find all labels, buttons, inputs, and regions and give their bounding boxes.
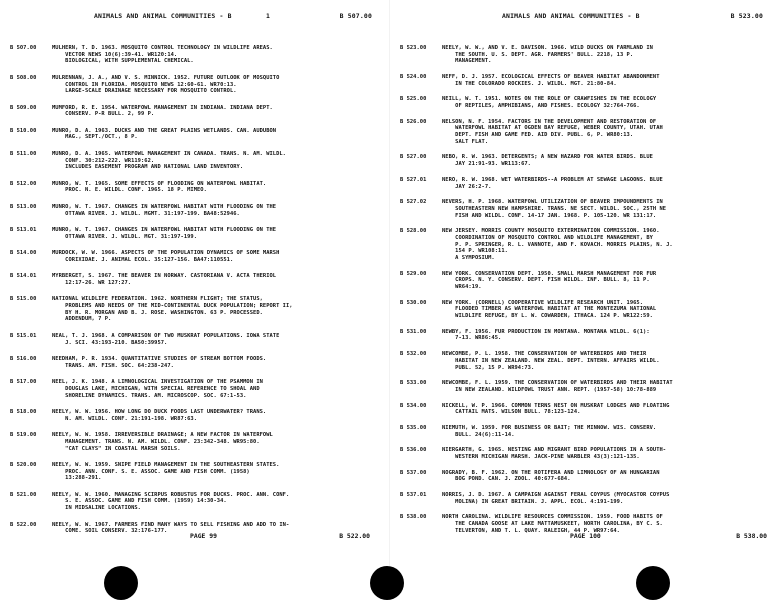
entry-code: B 538.00 — [400, 514, 427, 521]
entry-code: B 515.01 — [10, 332, 37, 339]
bibliography-entry — [400, 74, 771, 87]
entry-code: B 519.00 — [10, 432, 37, 439]
page-number: PAGE 100 — [570, 532, 601, 540]
entry-code: B 524.00 — [400, 74, 427, 81]
entry-citation: NEW YORK. (CORNELL) COOPERATIVE WILDLIFE RESEARCH UNIT. 1965. FLOODED TIMBER AS WATERFOWL HABITAT AT THE MONTEZUMA NATIONAL WILDLIFE REFUGE, BY L. W. COWARDEN, ITHACA. 124 P. WR122:59. — [442, 299, 657, 320]
right-page — [390, 0, 779, 600]
entry-citation: NIERGARTH, G. 1965. NESTING AND MIGRANT BIRD POPULATIONS IN A SOUTH- WESTERN MICHIGAN MARSH. JACK-PINE WARBLER 43(3):121-135. — [442, 447, 667, 460]
entry-code: B 530.00 — [400, 299, 427, 306]
entry-citation: NEELY, W. W. 1960. MANAGING SCIRPUS ROBUSTUS FOR DUCKS. PROC. ANN. CONF. S. E. ASSOC. GAME AND FISH COMM. (1959) 14:30-34. IN MIDSALINE LOCATIONS. — [52, 491, 290, 512]
entry-code: B 536.00 — [400, 447, 427, 454]
bibliography-entry — [10, 492, 382, 512]
bibliography-entry — [400, 351, 771, 371]
bibliography-entry — [10, 273, 382, 286]
entry-citation: NELSON, N. F. 1954. FACTORS IN THE DEVELOPMENT AND RESTORATION OF WATERFOWL HABITAT AT OGDEN BAY REFUGE, WEBER COUNTY, UTAH. UTAH DEPT. FISH AND GAME FED. AID DIV. PUBL. 6, P. WR80:13. SALT FLAT. — [442, 118, 663, 145]
entry-code: B 522.00 — [10, 521, 37, 528]
entry-citation: NEAL, T. J. 1968. A COMPARISON OF TWO MUSKRAT POPULATIONS. IOWA STATE J. SCI. 43:193-210. BA50:39957. — [52, 332, 280, 346]
bibliography-entry — [10, 409, 382, 422]
bibliography-entry — [10, 356, 382, 369]
entry-code: B 527.00 — [400, 154, 427, 161]
entry-code: B 523.00 — [400, 45, 427, 51]
entry-citation: NEVERS, H. P. 1968. WATERFOWL UTILIZATION OF BEAVER IMPOUNDMENTS IN SOUTHEASTERN NEW HAMPSHIRE. TRANS. NE SECT. WILDL. SOC., 25TH NE FISH AND WILDL. CONF. 14-17 JAN. 1968. P. 105-120. WR 131:17. — [442, 199, 667, 219]
bibliography-entry — [400, 119, 771, 146]
entry-citation: NEELY, W. W. 1959. SNIPE FIELD MANAGEMENT IN THE SOUTHEASTERN STATES. PROC. ANN. CONF. S. E. ASSOC. GAME AND FISH COMM. (1958) 13:288-291. — [52, 461, 280, 482]
bibliography-entry — [400, 447, 771, 460]
entry-citation: MUMFORD, R. E. 1954. WATERFOWL MANAGEMENT IN INDIANA. INDIANA DEPT. CONSERV. P-R BULL. 2, 99 P. — [52, 104, 273, 118]
entry-citation: MUNRO, W. T. 1965. SOME EFFECTS OF FLOODING ON WATERFOWL HABITAT. PROC. N. E. WILDL. CONF. 1965. 18 P. MIMEO. — [52, 180, 267, 194]
bibliography-entry — [400, 329, 771, 342]
entry-code: B 514.01 — [10, 273, 37, 280]
entry-code: B 512.00 — [10, 180, 37, 187]
bibliography-entry — [10, 462, 382, 482]
entry-code: B 533.00 — [400, 380, 427, 387]
entry-code: B 516.00 — [10, 356, 37, 363]
entry-code: B 518.00 — [10, 408, 37, 415]
entry-citation: MUNRO, D. A. 1963. DUCKS AND THE GREAT PLAINS WETLANDS. CAN. AUDUBON MAG., SEPT./OCT., 8 P. — [52, 127, 277, 141]
entry-citation: NEILL, W. T. 1951. NOTES ON THE ROLE OF CRAWFISHES IN THE ECOLOGY OF REPTILES, AMPHIBIANS, AND FISHES. ECOLOGY 32:764-766. — [442, 96, 657, 110]
entry-citation: NEELY, W. W. 1967. FARMERS FIND MANY WAYS TO SELL FISHING AND ADD TO IN- COME. SOIL CONSERV. 32:176-177. — [52, 521, 290, 535]
bibliography-entry — [400, 96, 771, 109]
entry-citation: NEEDHAM, P. R. 1934. QUANTITATIVE STUDIES OF STREAM BOTTOM FOODS. TRANS. AM. FISH. SOC. 64:238-247. — [52, 356, 267, 369]
entry-code: B 527.01 — [400, 176, 427, 183]
running-title: ANIMALS AND ANIMAL COMMUNITIES - B — [94, 12, 232, 20]
entry-citation: NEELY, W. W., AND V. E. DAVISON. 1966. WILD DUCKS ON FARMLAND IN THE SOUTH. U. S. DEPT. AGR. FARMERS' BULL. 2218, 13 P. MANAGEMENT. — [442, 45, 653, 65]
header-code: B 523.00 — [730, 12, 763, 20]
entry-citation: NEFF, D. J. 1957. ECOLOGICAL EFFECTS OF BEAVER HABITAT ABANDONMENT IN THE COLORADO ROCKIES. J. WILDL. MGT. 21:80-84. — [442, 74, 660, 87]
entry-code: B 531.00 — [400, 328, 427, 335]
entry-code: B 525.00 — [400, 96, 427, 103]
bibliography-entry — [10, 296, 382, 323]
bibliography-entry — [10, 204, 382, 217]
entry-code: B 513.01 — [10, 226, 37, 233]
entry-code: B 537.00 — [400, 469, 427, 476]
entry-citation: NEWCOMBE, P. L. 1958. THE CONSERVATION OF WATERBIRDS AND THEIR HABITAT IN NEW ZEALAND. NEW ZEAL. DEPT. INTERN. AFFAIRS WILDL. PUBL. 52, 15 P. WR94:73. — [442, 351, 660, 371]
bibliography-entry — [400, 199, 771, 219]
bibliography-entry — [10, 250, 382, 263]
entry-citation: NERO, R. W. 1968. WET WATERBIRDS--A PROBLEM AT SEWAGE LAGOONS. BLUE JAY 26:2-7. — [442, 176, 663, 190]
entry-code: B 526.00 — [400, 118, 427, 125]
entry-code: B 529.00 — [400, 270, 427, 277]
bibliography-entry — [10, 75, 382, 95]
entry-code: B 507.00 — [10, 45, 37, 51]
punch-hole — [104, 566, 138, 600]
bibliography-entry — [400, 470, 771, 483]
bibliography-entry — [400, 403, 771, 416]
entry-code: B 510.00 — [10, 127, 37, 134]
entry-citation: MUNRO, W. T. 1967. CHANGES IN WATERFOWL HABITAT WITH FLOODING ON THE OTTAWA RIVER. J. WILDL. MGT. 31:197-199. — [52, 226, 277, 240]
entry-code: B 513.00 — [10, 203, 37, 210]
bibliography-entry — [400, 45, 771, 65]
entry-citation: NEW JERSEY. MORRIS COUNTY MOSQUITO EXTERMINATION COMMISSION. 1960. COORDINATION OF MOSQUITO CONTROL AND WILDLIFE MANAGEMENT, BY P. P. SPRINGER, R. L. VANNOTE, AND F. KOVACH. MORRIS PLAINS, N. J. 154 P. WR108:11. A SYMPOSIUM. — [442, 228, 673, 262]
entry-code: B 521.00 — [10, 491, 37, 498]
page-number: PAGE 99 — [190, 532, 217, 540]
entry-citation: MYRBERGET, S. 1967. THE BEAVER IN NORWAY. CASTORIANA V. ACTA THERIOL 12:17-26. WR 127:27. — [52, 273, 277, 286]
right-entry-list — [400, 45, 771, 534]
entry-code: B 511.00 — [10, 150, 37, 157]
entry-citation: NORTH CAROLINA. WILDLIFE RESOURCES COMMISSION. 1959. FOOD HABITS OF THE CANADA GOOSE AT LAKE MATTAMUSKEET, NORTH CAROLINA, BY C. S. TELVERTON, AND T. L. QUAY. RALEIGH, 44 P. WR97:64. — [442, 514, 663, 534]
entry-code: B 527.02 — [400, 199, 427, 206]
entry-citation: NIEMUTH, W. 1959. FOR BUSINESS OR BAIT; THE MINNOW. WIS. CONSERV. BULL. 24(6):11-14. — [442, 424, 657, 438]
entry-code: B 514.00 — [10, 250, 37, 257]
entry-citation: NEW YORK. CONSERVATION DEPT. 1950. SMALL MARSH MANAGEMENT FOR FUR CROPS. N. Y. CONSERV. DEPT. FISH WILDL. INF. BULL. 8, 11 P. WR64:19. — [442, 270, 657, 291]
bibliography-entry — [400, 177, 771, 190]
entry-code: B 535.00 — [400, 424, 427, 431]
entry-code: B 517.00 — [10, 379, 37, 386]
entry-citation: NICKELL, W. P. 1966. COMMON TERNS NEST ON MUSKRAT LODGES AND FLOATING CATTAIL MATS. WILSON BULL. 78:123-124. — [442, 402, 670, 416]
entry-citation: MUNRO, D. A. 1965. WATERFOWL MANAGEMENT IN CANADA. TRANS. N. AM. WILDL. CONF. 30:212-222. WR119:62. INCLUDES EASEMENT PROGRAM AND NATIONAL LAND INVENTORY. — [52, 150, 286, 171]
bibliography-entry — [400, 492, 771, 505]
running-title: ANIMALS AND ANIMAL COMMUNITIES - B — [502, 12, 640, 20]
left-entry-list — [10, 45, 382, 535]
punch-hole — [636, 566, 670, 600]
entry-citation: MULRENNAN, J. A., AND V. S. MINNICK. 1952. FUTURE OUTLOOK OF MOSQUITO CONTROL IN FLORIDA. MOSQUITO NEWS 12:60-61. WR70:13. LARGE-SCALE DRAINAGE NECESSARY FOR MOSQUITO CONTROL. — [52, 74, 280, 95]
bibliography-entry — [400, 271, 771, 291]
bibliography-entry — [10, 227, 382, 240]
bibliography-entry — [400, 228, 771, 262]
entry-citation: MUNRO, W. T. 1967. CHANGES IN WATERFOWL HABITAT WITH FLOODING ON THE OTTAWA RIVER. J. WILDL. MGMT. 31:197-199. BA48:52946. — [52, 203, 277, 217]
bibliography-entry — [10, 45, 382, 65]
entry-citation: MULHERN, T. D. 1963. MOSQUITO CONTROL TECHNOLOGY IN WILDLIFE AREAS. VECTOR NEWS 10(6):39-41. WR120:14. BIOLOGICAL, WITH SUPPLEMENTAL CHEMICAL. — [52, 45, 273, 65]
entry-code: B 534.00 — [400, 402, 427, 409]
entry-code: B 520.00 — [10, 461, 37, 468]
bibliography-entry — [10, 379, 382, 399]
header-code: B 507.00 — [339, 12, 372, 20]
entry-citation: NEWBY, F. 1956. FUR PRODUCTION IN MONTANA. MONTANA WILDL. 6(1): 7-13. WR86:45. — [442, 328, 650, 342]
entry-code: B 528.00 — [400, 228, 427, 235]
header-mark: 1 — [266, 12, 271, 20]
bibliography-entry — [10, 105, 382, 118]
bibliography-entry — [10, 128, 382, 141]
footer-code: B 538.00 — [736, 532, 767, 540]
punch-hole — [370, 566, 404, 600]
bibliography-entry — [10, 333, 382, 346]
footer-code: B 522.00 — [339, 532, 370, 540]
entry-citation: NATIONAL WILDLIFE FEDERATION. 1962. NORTHERN FLIGHT; THE STATUS, PROBLEMS AND NEEDS OF THE MID-CONTINENTAL DUCK POPULATION; REPORT II, BY H. R. MORGAN AND B. J. ROSE. WASHINGTON. 63 P. PROCESSED. ADDENDUM, 7 P. — [52, 296, 293, 323]
bibliography-entry — [400, 425, 771, 438]
entry-citation: MURDOCK, W. W. 1966. ASPECTS OF THE POPULATION DYNAMICS OF SOME MARSH CORIXIDAE. J. ANIMAL ECOL. 35:127-156. BA47:110551. — [52, 250, 280, 263]
entry-citation: NEBO, R. W. 1963. DETERGENTS; A NEW HAZARD FOR WATER BIRDS. BLUE JAY 21:91-93. WR113:67. — [442, 154, 653, 168]
entry-citation: NEEL, J. K. 1948. A LIMNOLOGICAL INVESTIGATION OF THE PSAMMON IN DOUGLAS LAKE, MICHIGAN, WITH SPECIAL REFERENCE TO SHOAL AND SHORELINE DYNAMICS. TRANS. AM. MICROSCOP. SOC. 67:1-53. — [52, 379, 263, 399]
entry-code: B 532.00 — [400, 351, 427, 358]
entry-code: B 537.01 — [400, 491, 427, 498]
entry-citation: NOGRADY, B. F. 1962. ON THE ROTIFERA AND LIMNOLOGY OF AN HUNGARIAN BOG POND. CAN. J. ZOOL. 40:677-684. — [442, 469, 660, 483]
bibliography-entry — [400, 154, 771, 167]
bibliography-entry — [10, 151, 382, 171]
entry-citation: NEELY, W. W. 1956. HOW LONG DO DUCK FOODS LAST UNDERWATER? TRANS. N. AM. WILDL. CONF. 21:191-198. WR87:63. — [52, 408, 267, 422]
entry-code: B 515.00 — [10, 296, 37, 303]
bibliography-entry — [400, 300, 771, 320]
entry-citation: NORRIS, J. D. 1967. A CAMPAIGN AGAINST FERAL COYPUS (MYOCASTOR COYPUS MOLINA) IN GREAT BRITAIN. J. APPL. ECOL. 4:191-199. — [442, 491, 670, 505]
bibliography-entry — [10, 181, 382, 194]
entry-citation: NEWCOMBE, F. L. 1959. THE CONSERVATION OF WATERBIRDS AND THEIR HABITAT IN NEW ZEALAND. WILDFOWL TRUST ANN. REPT. (1957-58) 10:78-889 — [442, 380, 673, 393]
entry-code: B 509.00 — [10, 104, 37, 111]
bibliography-entry — [10, 432, 382, 452]
entry-code: B 508.00 — [10, 74, 37, 81]
entry-citation: NEELY, W. W. 1958. IRREVERSIBLE DRAINAGE; A NEW FACTOR IN WATERFOWL MANAGEMENT. TRANS. N. AM. WILDL. CONF. 23:342-348. WR95:80. "CAT CLAYS" IN COASTAL MARSH SOILS. — [52, 432, 273, 452]
bibliography-entry — [400, 380, 771, 393]
